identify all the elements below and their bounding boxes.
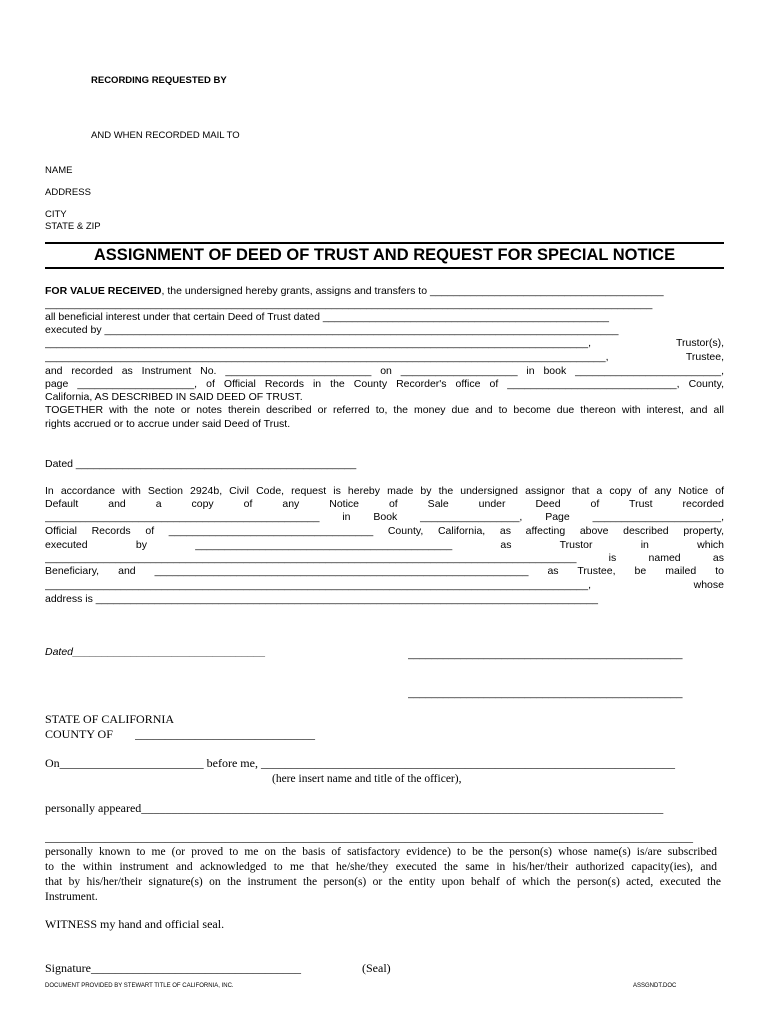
county-of-label: COUNTY OF xyxy=(45,727,113,741)
request-line-4: Official Records of ___________________________________ County, California, as affecting above described property, xyxy=(45,525,724,537)
footer-doc-code: ASSGNDT.DOC xyxy=(633,983,677,989)
ack-para-3: that by his/her/their signature(s) on the instrument the person(s) or the entity upon behalf of which the person(s) acted, executed the xyxy=(45,876,721,888)
assignment-line-2: ________________________________________________________________________________________________________ xyxy=(45,298,653,310)
ack-para-1: personally known to me (or proved to me on the basis of satisfactory evidence) to be the person(s) whose name(s) is/are subscribed xyxy=(45,846,717,858)
request-line-7: Beneficiary, and ________________________________________________________________ as Trustee, be mailed to xyxy=(45,565,724,577)
seal-label: (Seal) xyxy=(362,961,391,975)
county-of-blank: ______________________________ xyxy=(135,727,315,741)
when-recorded-mail-to: AND WHEN RECORDED MAIL TO xyxy=(91,130,240,141)
notary-signature-line: Signature___________________________________ xyxy=(45,961,301,975)
for-value-received: FOR VALUE RECEIVED xyxy=(45,285,162,297)
signature-line-1: _______________________________________________ xyxy=(408,648,683,660)
request-line-6: ___________________________________________________________________________________________ is named as xyxy=(45,552,724,564)
assignment-line-6: ________________________________________________________________________________________________, Trustee, xyxy=(45,351,724,363)
request-line-3: _______________________________________________ in Book _________________, Page ______________________, xyxy=(45,511,724,523)
document-title: ASSIGNMENT OF DEED OF TRUST AND REQUEST FOR SPECIAL NOTICE xyxy=(93,246,676,264)
assignment-line-4: executed by ________________________________________________________________________________________ xyxy=(45,324,619,336)
ack-para-4: Instrument. xyxy=(45,891,98,903)
ack-para-2: to the within instrument and acknowledged to me that he/she/they executed the same in his/her/their authorized capacity(ies), and xyxy=(45,861,717,873)
personally-appeared: personally appeared_______________________________________________________________________________________ xyxy=(45,801,664,815)
address-label: ADDRESS xyxy=(45,187,91,198)
notary-on-line: On________________________ before me, _____________________________________________________________________ xyxy=(45,756,675,770)
witness-line: WITNESS my hand and official seal. xyxy=(45,917,225,931)
assignment-grantee-text: , the undersigned hereby grants, assigns and transfers to ________________________________________ xyxy=(161,285,664,297)
name-label: NAME xyxy=(45,165,73,176)
request-line-9: address is ______________________________________________________________________________________ xyxy=(45,593,598,605)
state-zip-label: STATE & ZIP xyxy=(45,221,101,232)
assignment-dated: Dated ________________________________________________ xyxy=(45,458,357,470)
title-bottom-rule xyxy=(45,267,724,269)
signature-line-2: _______________________________________________ xyxy=(408,687,683,699)
signature-dated: Dated_________________________________ xyxy=(45,646,266,658)
assignment-line-1 xyxy=(45,285,664,299)
assignment-line-8: page ____________________, of Official Records in the County Recorder's office of _____________________________, County, xyxy=(45,378,724,390)
assignment-line-9: California, AS DESCRIBED IN SAID DEED OF TRUST. xyxy=(45,391,303,403)
assignment-line-7: and recorded as Instrument No. _________________________ on ____________________ in book _________________________, xyxy=(45,365,724,377)
assignment-line-5: _____________________________________________________________________________________________, Trustor(s), xyxy=(45,337,724,349)
footer-provided-by: DOCUMENT PROVIDED BY STEWART TITLE OF CALIFORNIA, INC. xyxy=(45,983,234,989)
state-of-california: STATE OF CALIFORNIA xyxy=(45,712,175,726)
request-line-2: Default and a copy of any Notice of Sale under Deed of Trust recorded xyxy=(45,498,724,510)
request-line-1: In accordance with Section 2924b, Civil Code, request is hereby made by the undersigned assignor that a copy of any Notice of xyxy=(45,485,724,497)
recording-requested-by: RECORDING REQUESTED BY xyxy=(91,75,227,86)
assignment-line-3: all beneficial interest under that certain Deed of Trust dated _________________________________________________ xyxy=(45,311,609,323)
city-label: CITY xyxy=(45,209,67,220)
assignment-line-10: TOGETHER with the note or notes therein described or referred to, the money due and to become due thereon with interest, and all xyxy=(45,404,724,416)
appeared-blank-line: ____________________________________________________________________________________________________________ xyxy=(45,830,693,844)
request-line-5: executed by ____________________________________________ as Trustor in which xyxy=(45,539,724,551)
request-line-8: _____________________________________________________________________________________________, whose xyxy=(45,579,724,591)
assignment-line-11: rights accrued or to accrue under said Deed of Trust. xyxy=(45,418,291,430)
title-top-rule xyxy=(45,242,724,244)
officer-note: (here insert name and title of the officer), xyxy=(272,773,462,785)
